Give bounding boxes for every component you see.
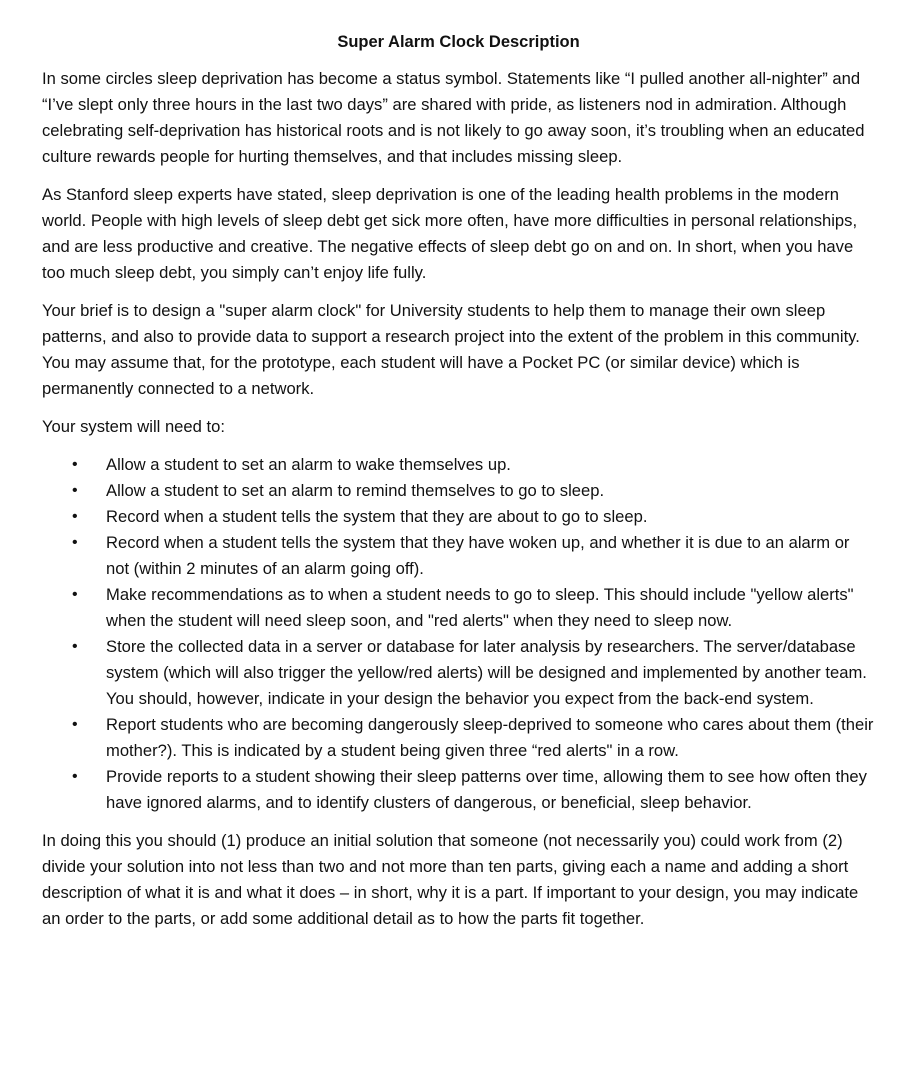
requirement-text: Report students who are becoming dangerously sleep-deprived to someone who cares about them (their mother?). This is indicated by a student being given three “red alerts" in a row. (106, 715, 874, 760)
requirement-text: Record when a student tells the system that they are about to go to sleep. (106, 507, 648, 526)
paragraph-stanford-experts: As Stanford sleep experts have stated, sleep deprivation is one of the leading health problems in the modern world. People with high levels of sleep debt get sick more often, have more difficulties in personal relationships, and are less productive and creative. The negative effects of sleep debt go on and on. In short, when you have too much sleep debt, you simply can’t enjoy life fully. (42, 185, 858, 282)
list-item (42, 478, 874, 504)
requirement-text: Provide reports to a student showing their sleep patterns over time, allowing them to see how often they have ignored alarms, and to identify clusters of dangerous, or beneficial, sleep behavior. (106, 767, 867, 812)
list-item (42, 582, 874, 634)
bullet-icon: • (72, 456, 78, 473)
bullet-icon: • (72, 768, 78, 785)
list-item (42, 764, 874, 816)
requirements-list (42, 452, 874, 816)
bullet-icon: • (72, 638, 78, 655)
requirement-text: Allow a student to set an alarm to remind themselves to go to sleep. (106, 481, 605, 500)
bullet-icon: • (72, 586, 78, 603)
list-item (42, 634, 874, 712)
requirements-intro: Your system will need to: (42, 417, 225, 436)
bullet-icon: • (72, 482, 78, 499)
paragraph-closing: In doing this you should (1) produce an initial solution that someone (not necessarily you) could work from (2) divide your solution into not less than two and not more than ten parts, giving each a name and adding a short description of what it is and what it does – in short, why it is a part. If important to your design, you may indicate an order to the parts, or add some additional detail as to how the parts fit together. (42, 831, 859, 928)
bullet-icon: • (72, 508, 78, 525)
requirement-text: Make recommendations as to when a student needs to go to sleep. This should include "yellow alerts" when the student will need sleep soon, and "red alerts" when they need to sleep now. (106, 585, 854, 630)
list-item (42, 712, 874, 764)
requirement-text: Allow a student to set an alarm to wake themselves up. (106, 455, 511, 474)
paragraph-status-symbol: In some circles sleep deprivation has become a status symbol. Statements like “I pulled another all-nighter” and “I’ve slept only three hours in the last two days” are shared with pride, as listeners nod in admiration. Although celebrating self-deprivation has historical roots and is not likely to go away soon, it’s troubling when an educated culture rewards people for hurting themselves, and that includes missing sleep. (42, 69, 865, 166)
bullet-icon: • (72, 534, 78, 551)
requirement-text: Record when a student tells the system that they have woken up, and whether it is due to an alarm or not (within 2 minutes of an alarm going off). (106, 533, 850, 578)
list-item (42, 530, 874, 582)
paragraph-brief: Your brief is to design a "super alarm clock" for University students to help them to manage their own sleep patterns, and also to provide data to support a research project into the extent of the problem in this community. You may assume that, for the prototype, each student will have a Pocket PC (or similar device) which is permanently connected to a network. (42, 301, 860, 398)
document-title: Super Alarm Clock Description (337, 33, 580, 51)
bullet-icon: • (72, 716, 78, 733)
list-item (42, 504, 874, 530)
requirement-text: Store the collected data in a server or database for later analysis by researchers. The server/database system (which will also trigger the yellow/red alerts) will be designed and implemented by another team. You should, however, indicate in your design the behavior you expect from the back-end system. (106, 637, 867, 708)
list-item (42, 452, 874, 478)
